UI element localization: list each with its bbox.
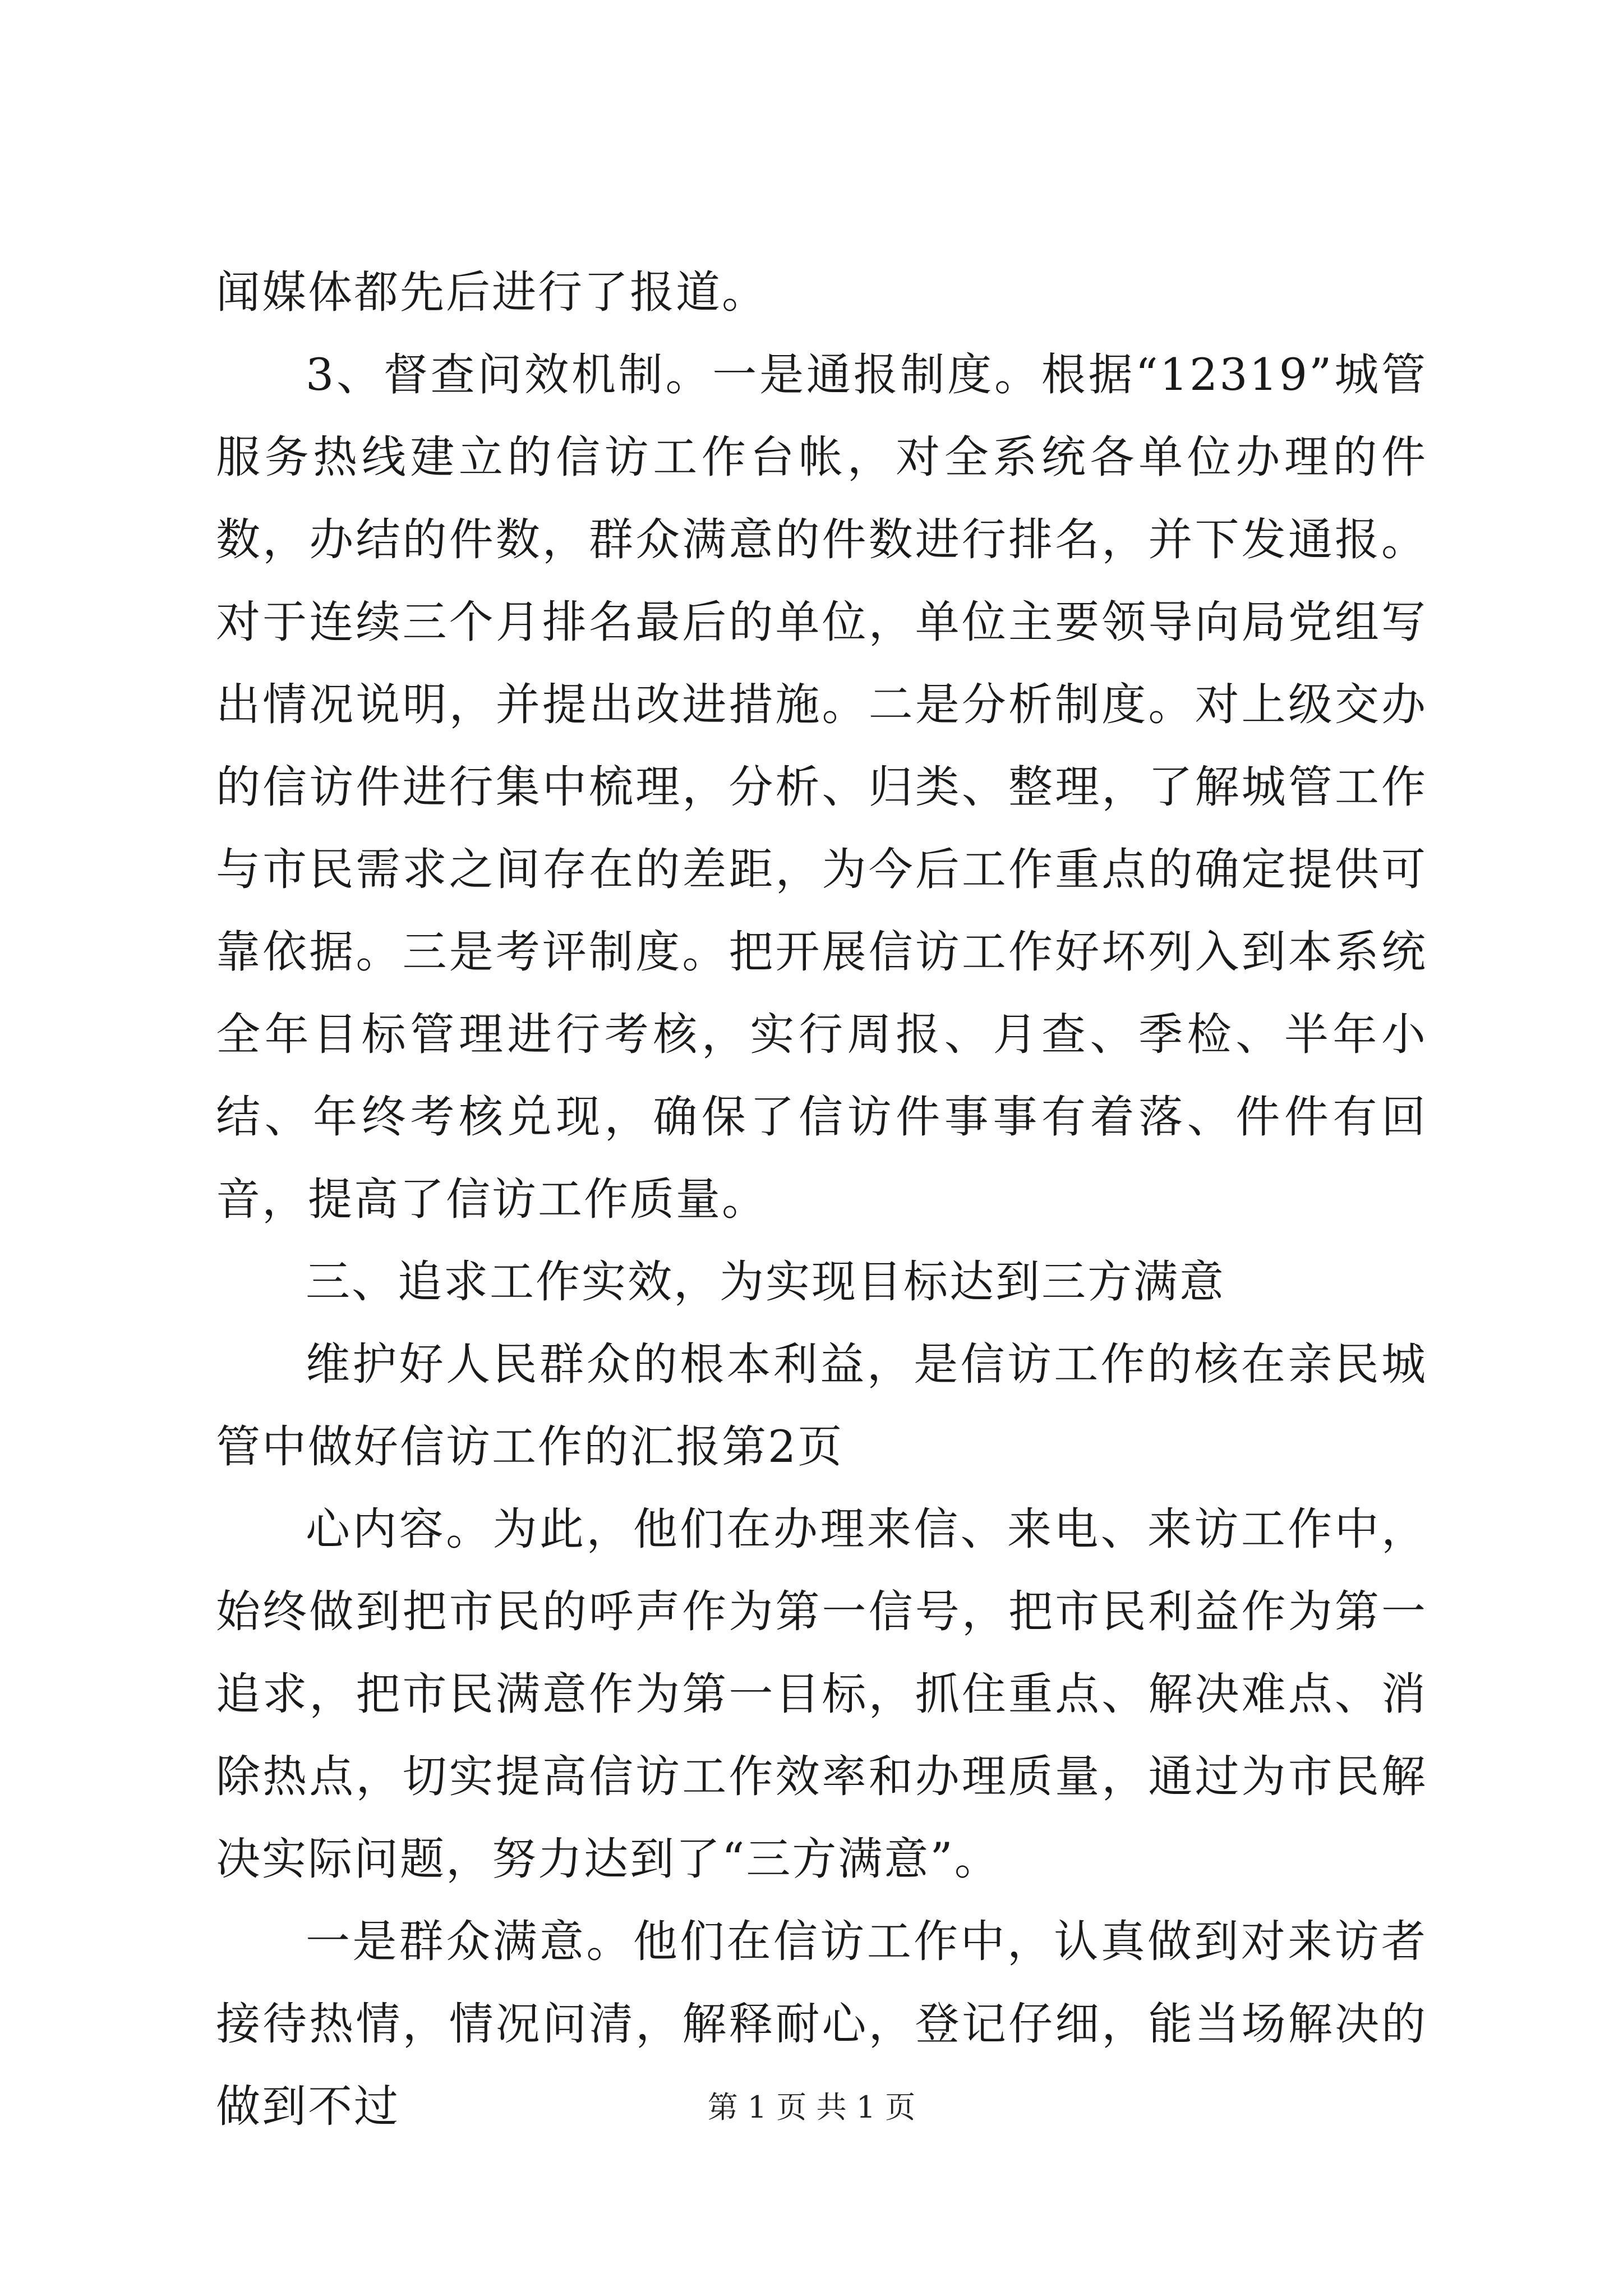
document-body	[216, 251, 1427, 2148]
section-heading-three: 三、追求工作实效，为实现目标达到三方满意	[306, 1256, 1225, 1308]
paragraph-core-interest: 维护好人民群众的根本利益，是信访工作的核在亲民城管中做好信访工作的汇报第2页	[216, 1338, 1427, 1473]
paragraph-public-satisfaction: 一是群众满意。他们在信访工作中，认真做到对来访者接待热情，情况问清，解释耐心，登记仔细，能当场解决的做到不过	[216, 1916, 1427, 2132]
paragraph-supervision-mechanism: 3、督查问效机制。一是通报制度。根据“12319”城管服务热线建立的信访工作台帐，对全系统各单位办理的件数，办结的件数，群众满意的件数进行排名，并下发通报。对于连续三个月排名最后的单位，单位主要领导向局党组写出情况说明，并提出改进措施。二是分析制度。对上级交办的信访件进行集中梳理，分析、归类、整理，了解城管工作与市民需求之间存在的差距，为今后工作重点的确定提供可靠依据。三是考评制度。把开展信访工作好坏列入到本系统全年目标管理进行考核，实行周报、月查、季检、半年小结、年终考核兑现，确保了信访件事事有着落、件件有回音，提高了信访工作质量。	[216, 349, 1427, 1225]
paragraph-core-content: 心内容。为此，他们在办理来信、来电、来访工作中，始终做到把市民的呼声作为第一信号，把市民利益作为第一追求，把市民满意作为第一目标，抓住重点、解决难点、消除热点，切实提高信访工作效率和办理质量，通过为市民解决实际问题，努力达到了“三方满意”。	[216, 1503, 1427, 1885]
page-footer: 第 1 页 共 1 页	[707, 2090, 916, 2125]
paragraph-continuation: 闻媒体都先后进行了报道。	[216, 266, 768, 318]
